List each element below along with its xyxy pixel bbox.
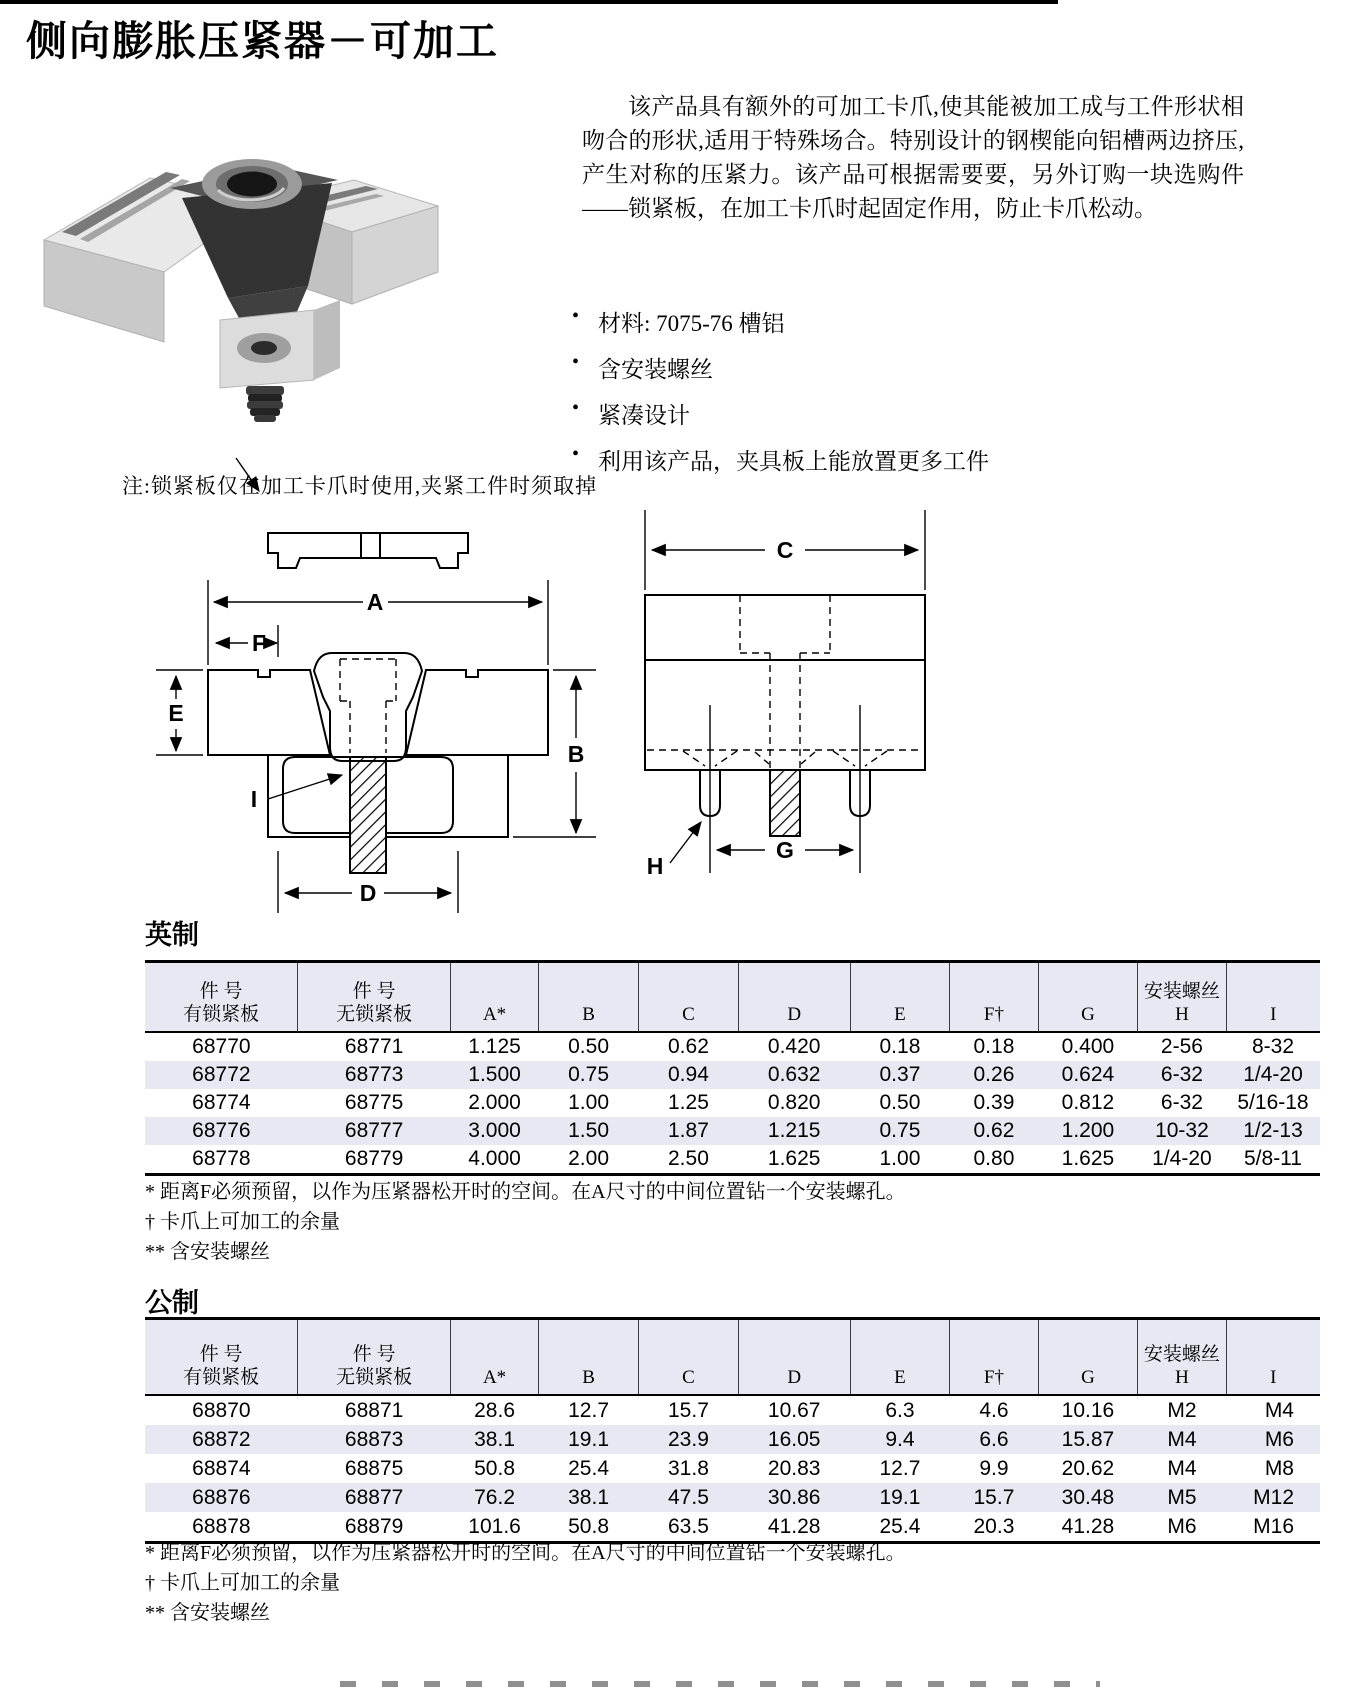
table-cell: 68878 [192,1515,251,1538]
col-header-B: B [539,962,639,1033]
col-header-F: F† [950,1319,1038,1396]
table-cell: M6 [1167,1515,1197,1538]
table-cell: M12 [1253,1486,1294,1509]
metric-table-body [145,1395,1320,1543]
table-cell: 68879 [344,1515,404,1538]
table-cell: 6-32 [1160,1063,1203,1086]
table-cell: 25.4 [879,1515,921,1538]
hidden-chamfer-lines [647,750,923,766]
table-cell: 68877 [344,1486,404,1509]
product-photo [22,80,442,425]
metric-spec-table [145,1317,1320,1544]
table-cell: 0.50 [568,1035,609,1058]
table-row [145,1454,1320,1483]
table-row [145,1425,1320,1454]
table-cell: 68772 [192,1063,251,1086]
table-cell: 1.25 [668,1091,709,1114]
table-cell: 68874 [192,1457,251,1480]
header-row [145,962,1320,1033]
table-cell: 68775 [344,1091,404,1114]
table-cell: 12.7 [568,1399,609,1422]
col-header-I: I [1226,1319,1320,1396]
feature-item: • 利用该产品，夹具板上能放置更多工件 [568,443,989,476]
table-cell: 1.200 [1061,1119,1115,1142]
footnote: ** 含安装螺丝 [145,1241,270,1263]
table-cell: 15.87 [1061,1428,1115,1451]
table-cell: 68771 [344,1035,404,1058]
table-cell: 19.1 [568,1428,609,1451]
table-row [145,1061,1320,1089]
hidden-t-slot-lines [740,595,830,768]
table-cell: 1/4-20 [1243,1063,1303,1086]
table-cell: 10-32 [1155,1119,1209,1142]
table-cell: 0.94 [668,1063,709,1086]
table-cell: 25.4 [568,1457,609,1480]
table-cell: 68871 [344,1399,404,1422]
table-cell: M4 [1167,1457,1197,1480]
table-cell: 68770 [192,1035,251,1058]
dim-label-F: F [251,630,267,656]
table-cell: 10.67 [767,1399,821,1422]
table-cell: 50.8 [474,1457,515,1480]
table-cell: M2 [1167,1399,1197,1422]
table-cell: 101.6 [468,1515,521,1538]
table-cell: 6.3 [885,1399,915,1422]
table-cell: 0.624 [1061,1063,1115,1086]
table-cell: 1.50 [568,1119,609,1142]
table-cell: 23.9 [668,1428,709,1451]
table-cell: 0.820 [767,1091,821,1114]
cross-section-diagram [118,455,618,935]
col-header-C: C [639,1319,739,1396]
body-front-outline [645,595,925,770]
table-row [145,1032,1320,1061]
table-cell: 9.4 [885,1428,915,1451]
table-cell: 1.00 [879,1147,921,1170]
right-plate-outline [406,670,548,755]
table-cell: 30.86 [767,1486,821,1509]
stud-section-hatch [770,770,800,836]
table-cell: 2.00 [568,1147,609,1170]
table-cell: 0.812 [1061,1091,1115,1114]
section-title-imperial: 英制 [145,920,199,950]
table-cell: 0.75 [568,1063,609,1086]
table-cell: 38.1 [474,1428,515,1451]
imperial-spec-table [145,960,1320,1176]
table-cell: 63.5 [668,1515,709,1538]
table-cell: 31.8 [668,1457,709,1480]
col-header-part-with-lock: 件 号 有锁紧板 [145,962,298,1033]
dim-label-E: E [168,700,184,726]
table-cell: 1.625 [1061,1147,1115,1170]
diagram-note: 注:锁紧板仅在加工卡爪时使用,夹紧工件时须取掉 [122,474,598,498]
table-cell: 5/8-11 [1244,1147,1302,1170]
table-cell: 19.1 [879,1486,921,1509]
dim-label-D: D [359,880,377,906]
table-cell: 68777 [344,1119,404,1142]
table-row [145,1145,1320,1175]
feature-item: • 材料: 7075-76 槽铝 [568,305,989,338]
feature-item: • 紧凑设计 [568,397,989,430]
table-cell: 28.6 [474,1399,515,1422]
bottom-body-outline [268,755,508,837]
table-cell: 3.000 [468,1119,521,1142]
table-cell: M5 [1167,1486,1197,1509]
table-cell: 1/4-20 [1152,1147,1212,1170]
col-header-E: E [850,1319,950,1396]
col-header-part-without-lock: 件 号 无锁紧板 [298,1319,451,1396]
table-cell: 20.62 [1061,1457,1115,1480]
table-cell: 2.50 [668,1147,709,1170]
table-cell: 0.37 [879,1063,921,1086]
table-cell: 0.400 [1061,1035,1115,1058]
col-header-A: A* [451,962,539,1033]
table-cell: 68779 [344,1147,404,1170]
table-cell: 0.18 [879,1035,921,1058]
table-cell: 0.18 [973,1035,1015,1058]
table-cell: 41.28 [767,1515,821,1538]
table-cell: 0.39 [973,1091,1015,1114]
col-header-part-with-lock: 件 号 有锁紧板 [145,1319,298,1396]
dim-label-G: G [776,837,794,863]
col-header-I: I [1226,962,1320,1033]
col-header-mount-screw-H: 安装螺丝 H [1138,1319,1226,1396]
table-cell: 9.9 [979,1457,1009,1480]
dim-label-C: C [776,537,794,563]
note-arrow [236,458,259,491]
table-cell: 1.625 [767,1147,821,1170]
table-cell: 1.215 [767,1119,821,1142]
dim-label-A: A [366,589,384,615]
table-cell: 41.28 [1061,1515,1115,1538]
left-plate-outline [208,670,330,755]
col-header-E: E [850,962,950,1033]
front-view-diagram [615,455,975,935]
table-cell: 47.5 [668,1486,709,1509]
table-cell: 10.16 [1061,1399,1115,1422]
col-header-D: D [738,1319,850,1396]
section-title-metric: 公制 [145,1288,199,1318]
footnote: * 距离F必须预留，以作为压紧器松开时的空间。在A尺寸的中间位置钻一个安装螺孔。 [145,1181,906,1203]
table-cell: M4 [1167,1428,1197,1451]
table-cell: 0.420 [767,1035,821,1058]
col-header-G: G [1038,1319,1138,1396]
footnote: * 距离F必须预留，以作为压紧器松开时的空间。在A尺寸的中间位置钻一个安装螺孔。 [145,1542,906,1564]
page-title: 侧向膨胀压紧器－可加工 [26,18,499,64]
col-header-A: A* [451,1319,539,1396]
product-photo-image [22,80,442,425]
table-cell: 68873 [344,1428,404,1451]
table-cell: 6.6 [979,1428,1009,1451]
col-header-C: C [639,962,739,1033]
dim-label-I: I [250,786,258,812]
table-cell: 4.000 [468,1147,521,1170]
table-cell: 1.500 [468,1063,521,1086]
screw-section-hatch [350,757,386,873]
table-cell: 16.05 [767,1428,821,1451]
hidden-socket-lines [340,659,396,753]
header-row [145,1319,1320,1396]
col-header-part-without-lock: 件 号 无锁紧板 [298,962,451,1033]
table-cell: 30.48 [1061,1486,1115,1509]
page-top-rule [0,0,1058,4]
table-row [145,1089,1320,1117]
table-cell: M4 [1264,1399,1294,1422]
table-cell: 15.7 [668,1399,709,1422]
table-cell: 68773 [344,1063,404,1086]
table-row [145,1512,1320,1543]
table-cell: 4.6 [979,1399,1009,1422]
col-header-B: B [539,1319,639,1396]
table-cell: 38.1 [568,1486,609,1509]
table-cell: 20.3 [973,1515,1015,1538]
feature-item: • 含安装螺丝 [568,351,989,384]
table-cell: 20.83 [767,1457,821,1480]
table-cell: 68870 [192,1399,251,1422]
table-row [145,1395,1320,1425]
table-cell: 1.125 [468,1035,521,1058]
footnote: † 卡爪上可加工的余量 [145,1572,340,1594]
table-cell: 68875 [344,1457,404,1480]
col-header-F: F† [950,962,1038,1033]
col-header-G: G [1038,962,1138,1033]
table-cell: 68876 [192,1486,251,1509]
table-cell: 68778 [192,1147,251,1170]
table-cell: 5/16-18 [1237,1091,1309,1114]
footnote: ** 含安装螺丝 [145,1602,270,1624]
table-cell: 0.62 [668,1035,709,1058]
imperial-table-body [145,1032,1320,1175]
lock-plate-outline [268,533,468,568]
table-cell: 50.8 [568,1515,609,1538]
table-cell: 0.75 [879,1119,921,1142]
intro-paragraph: 该产品具有额外的可加工卡爪,使其能被加工成与工件形状相吻合的形状,适用于特殊场合。特别设计的钢楔能向铝槽两边挤压,产生对称的压紧力。该产品可根据需要要，另外订购一块选购件——锁紧板，在加工卡爪时起固定作用，防止卡爪松动。 [582,94,1244,221]
table-cell: 1/2-13 [1243,1119,1303,1142]
dim-label-B: B [567,741,585,767]
footnote: † 卡爪上可加工的余量 [145,1211,340,1233]
table-cell: 0.50 [879,1091,921,1114]
page-bottom-artifact [340,1681,1100,1687]
table-row [145,1483,1320,1512]
table-cell: 1.00 [568,1091,609,1114]
table-cell: 15.7 [973,1486,1015,1509]
table-cell: 0.62 [973,1119,1015,1142]
table-cell: M6 [1264,1428,1294,1451]
wedge-jaw-outline [314,653,422,761]
table-cell: 0.80 [973,1147,1015,1170]
table-cell: 68776 [192,1119,251,1142]
table-cell: M16 [1253,1515,1294,1538]
table-cell: 2-56 [1160,1035,1203,1058]
table-cell: 6-32 [1160,1091,1203,1114]
table-cell: 8-32 [1251,1035,1295,1058]
table-cell: 1.87 [668,1119,709,1142]
col-header-D: D [738,962,850,1033]
imperial-footnotes [145,1180,1145,1270]
table-row [145,1117,1320,1145]
table-cell: 2.000 [468,1091,521,1114]
table-cell: 76.2 [474,1486,515,1509]
table-cell: 0.26 [973,1063,1015,1086]
dim-label-H: H [646,853,664,879]
table-cell: 12.7 [879,1457,921,1480]
table-cell: 68872 [192,1428,251,1451]
col-header-mount-screw-H: 安装螺丝 H [1138,962,1226,1033]
metric-footnotes [145,1541,1145,1631]
table-cell: 0.632 [767,1063,821,1086]
table-cell: M8 [1264,1457,1294,1480]
table-cell: 68774 [192,1091,251,1114]
